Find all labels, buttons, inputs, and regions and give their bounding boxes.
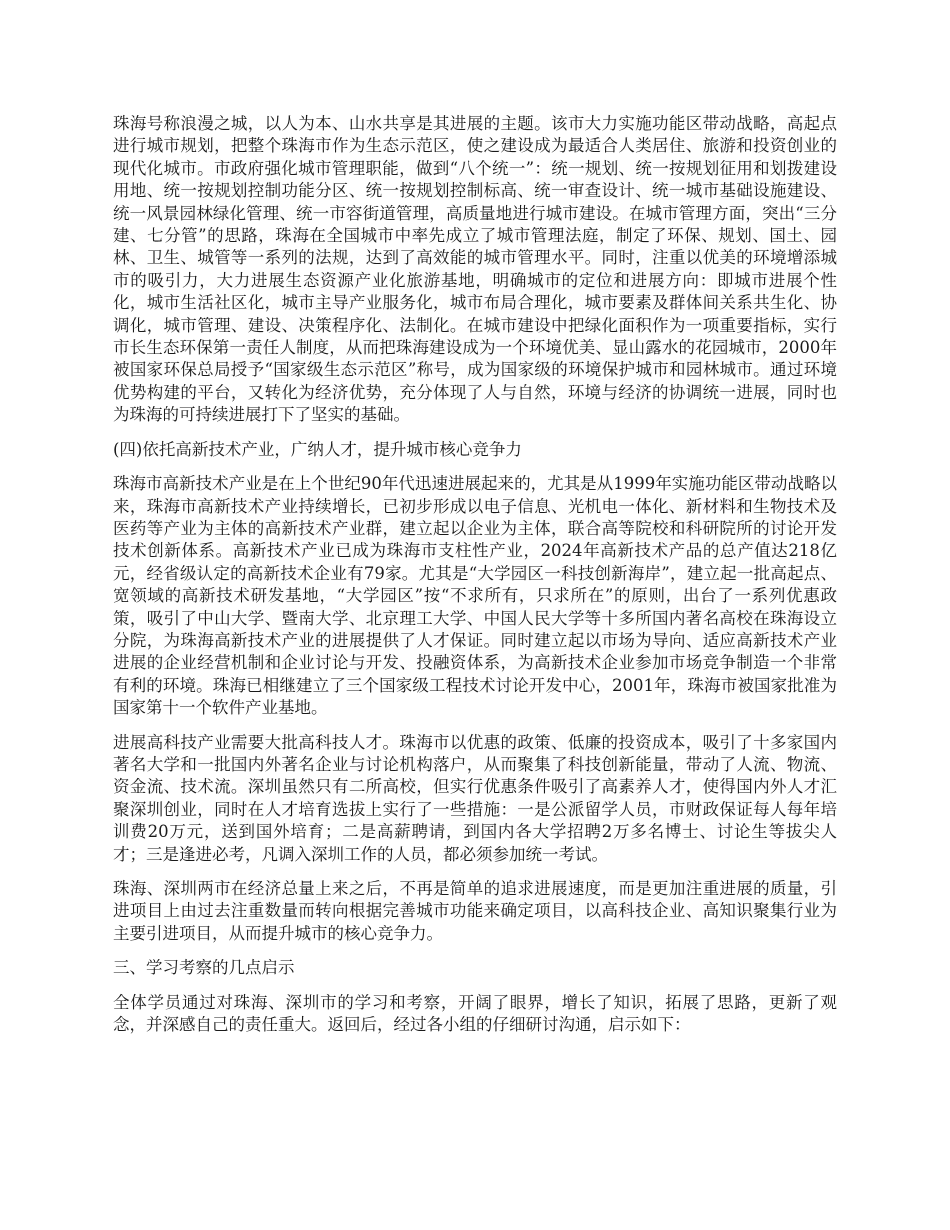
document-page (113, 113, 837, 1048)
section-heading-high-tech: (四)依托高新技术产业，广纳人才，提升城市核心竞争力 (113, 439, 522, 459)
paragraph-zhuhai-city-management: 珠海号称浪漫之城，以人为本、山水共享是其进展的主题。该市大力实施功能区带动战略，高起点进行城市规划，把整个珠海市作为生态示范区，使之建设成为最适合人类居住、旅游和投资创业的现代化城市。市政府强化城市管理职能，做到“八个统一”：统一规划、统一按规划征用和划拨建设用地、统一按规划控制功能分区、统一按规划控制标高、统一审查设计、统一城市基础设施建设、统一风景园林绿化管理、统一市容街道管理，高质量地进行城市建设。在城市管理方面，突出“三分建、七分管”的思路，珠海在全国城市中率先成立了城市管理法庭，制定了环保、规划、国土、园林、卫生、城管等一系列的法规，达到了高效能的城市管理水平。同时，注重以优美的环境增添城市的吸引力，大力进展生态资源产业化旅游基地，明确城市的定位和进展方向：即城市进展个性化，城市生活社区化，城市主导产业服务化，城市布局合理化，城市要素及群体间关系共生化、协调化，城市管理、建设、决策程序化、法制化。在城市建设中把绿化面积作为一项重要指标，实行市长生态环保第一责任人制度，从而把珠海建设成为一个环境优美、显山露水的花园城市，2000年被国家环保总局授予“国家级生态示范区”称号，成为国家级的环境保护城市和园林城市。通过环境优势构建的平台，又转化为经济优势，充分体现了人与自然，环境与经济的协调统一进展，同时也为珠海的可持续进展打下了坚实的基础。 (113, 114, 837, 425)
paragraph-conclusion: 全体学员通过对珠海、深圳市的学习和考察，开阔了眼界，增长了知识，拓展了思路，更新了观念，并深感自己的责任重大。返回后，经过各小组的仔细研讨沟通，启示如下： (113, 992, 837, 1035)
paragraph-development-quality: 珠海、深圳两市在经济总量上来之后，不再是简单的追求进展速度，而是更加注重进展的质量，引进项目上由过去注重数量而转向根据完善城市功能来确定项目，以高科技企业、高知识聚集行业为主要引进项目，从而提升城市的核心竞争力。 (113, 879, 837, 943)
paragraph-high-tech-industry: 珠海市高新技术产业是在上个世纪90年代迅速进展起来的，尤其是从1999年实施功能区带动战略以来，珠海市高新技术产业持续增长，已初步形成以电子信息、光机电一体化、新材料和生物技术及医药等产业为主体的高新技术产业群，建立起以企业为主体，联合高等院校和科研院所的讨论开发技术创新体系。高新技术产业已成为珠海市支柱性产业，2024年高新技术产品的总产值达218亿元，经省级认定的高新技术企业有79家。尤其是“大学园区一科技创新海岸”，建立起一批高起点、宽领域的高新技术研发基地，“大学园区”按“不求所有，只求所在”的原则，出台了一系列优惠政策，吸引了中山大学、暨南大学、北京理工大学、中国人民大学等十多所国内著名高校在珠海设立分院，为珠海高新技术产业的进展提供了人才保证。同时建立起以市场为导向、适应高新技术产业进展的企业经营机制和企业讨论与开发、投融资体系，为高新技术企业参加市场竞争制造一个非常有利的环境。珠海已相继建立了三个国家级工程技术讨论开发中心，2001年，珠海市被国家批准为国家第十一个软件产业基地。 (113, 474, 837, 718)
paragraph-talent: 进展高科技产业需要大批高科技人才。珠海市以优惠的政策、低廉的投资成本，吸引了十多家国内著名大学和一批国内外著名企业与讨论机构落户，从而聚集了科技创新能量，带动了人流、物流、资金流、技术流。深圳虽然只有二所高校，但实行优惠条件吸引了高素养人才，使得国内外人才汇聚深圳创业，同时在人才培育选拔上实行了一些措施：一是公派留学人员，市财政保证每人每年培训费20万元，送到国外培育；二是高薪聘请，到国内各大学招聘2万多名博士、讨论生等拔尖人才；三是逢进必考，凡调入深圳工作的人员，都必须参加统一考试。 (113, 732, 837, 864)
section-heading-inspirations: 三、学习考察的几点启示 (113, 958, 295, 978)
